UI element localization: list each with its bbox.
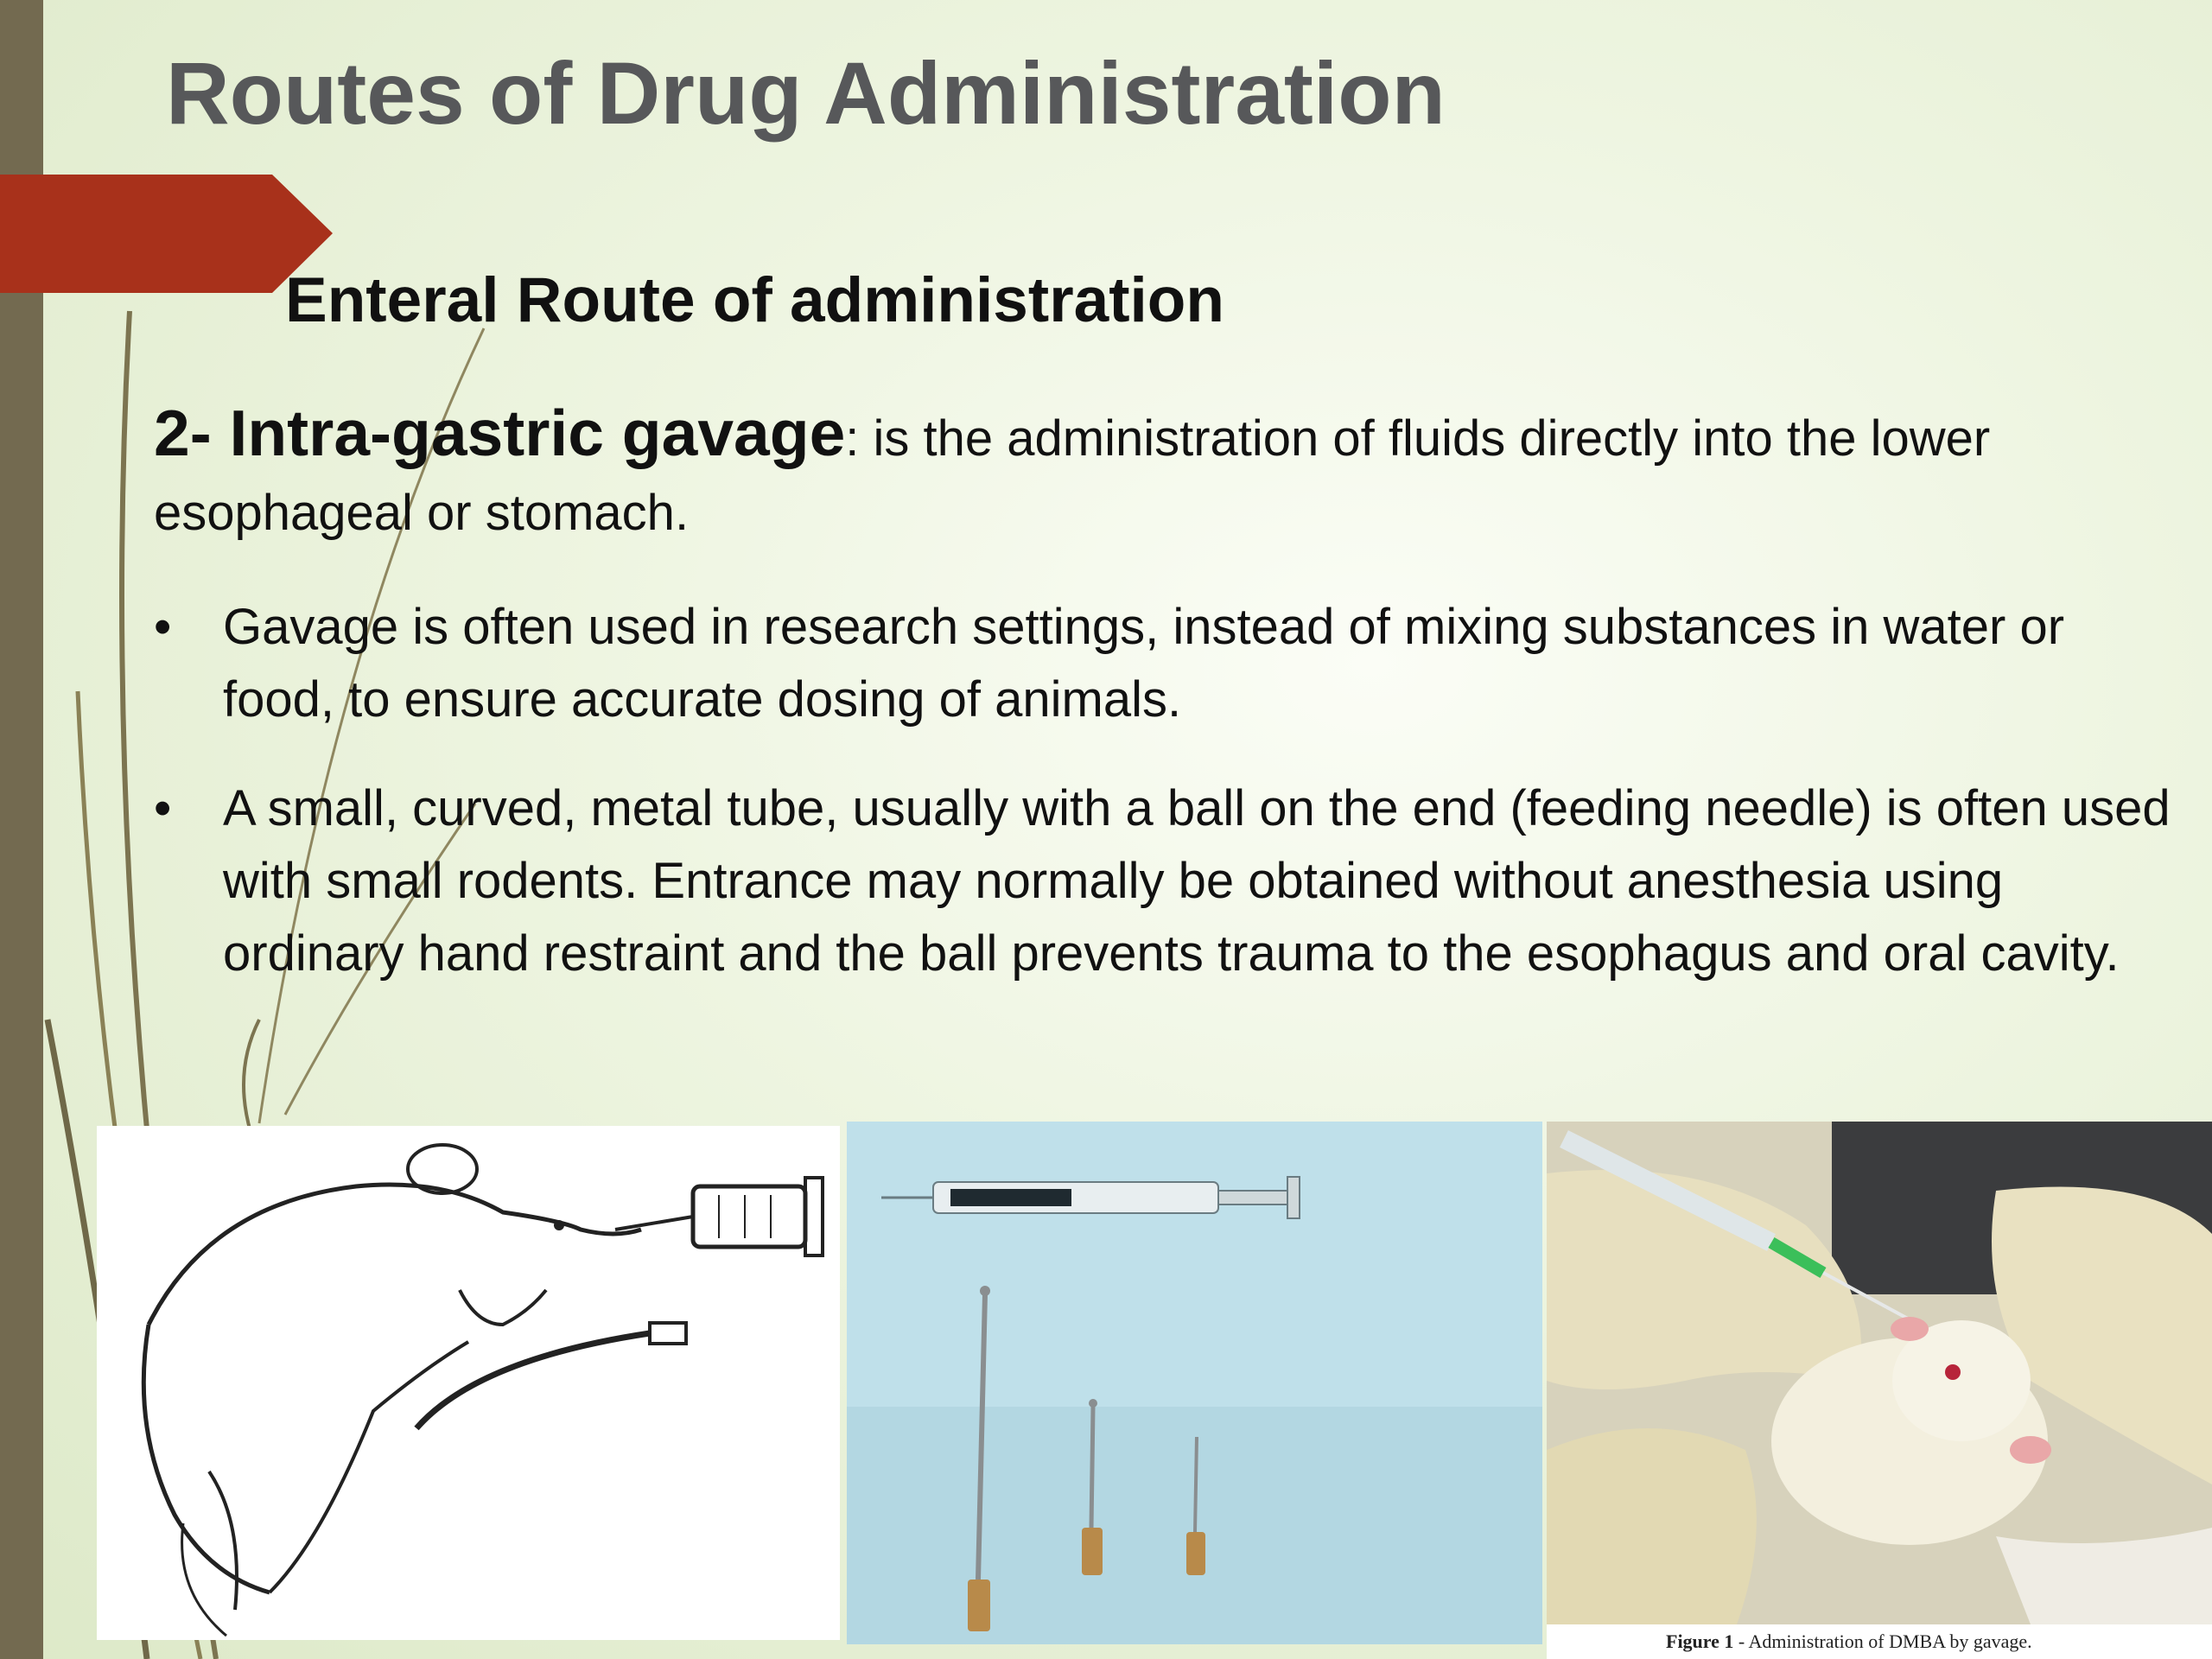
- bullet-list: [154, 591, 2180, 1027]
- term-heading: 2- Intra-gastric gavage: [154, 397, 846, 469]
- bullet-text: A small, curved, metal tube, usually with a ball on the end (feeding needle) is often used with small rodents. Entrance may normally be obtained without anesthesia using ordinary hand restraint and the ball prevents trauma to the esophagus and oral cavity.: [223, 780, 2171, 982]
- figure-caption-text: - Administration of DMBA by gavage.: [1733, 1630, 2032, 1652]
- rat-gavage-illustration: [97, 1126, 840, 1640]
- accent-arrow-shape: [0, 175, 333, 293]
- bullet-marker: •: [154, 599, 172, 655]
- slide-title: Routes of Drug Administration: [166, 44, 1446, 143]
- bullet-marker: •: [154, 780, 172, 836]
- list-item: [154, 772, 2180, 990]
- list-item: [154, 591, 2180, 736]
- figure-label: Figure 1: [1666, 1630, 1734, 1652]
- slide-subtitle: Enteral Route of administration: [285, 265, 1224, 335]
- gavage-needles-photo: [847, 1122, 1542, 1644]
- definition-paragraph: [154, 396, 2176, 550]
- figure-caption: [1547, 1624, 2212, 1659]
- mouse-gavage-photo: [1547, 1122, 2212, 1624]
- bullet-text: Gavage is often used in research settings, instead of mixing substances in water or food, to ensure accurate dosing of animals.: [223, 599, 2065, 728]
- definition-text: : is the administration of fluids directly into the lower esophageal or stomach.: [154, 410, 1991, 541]
